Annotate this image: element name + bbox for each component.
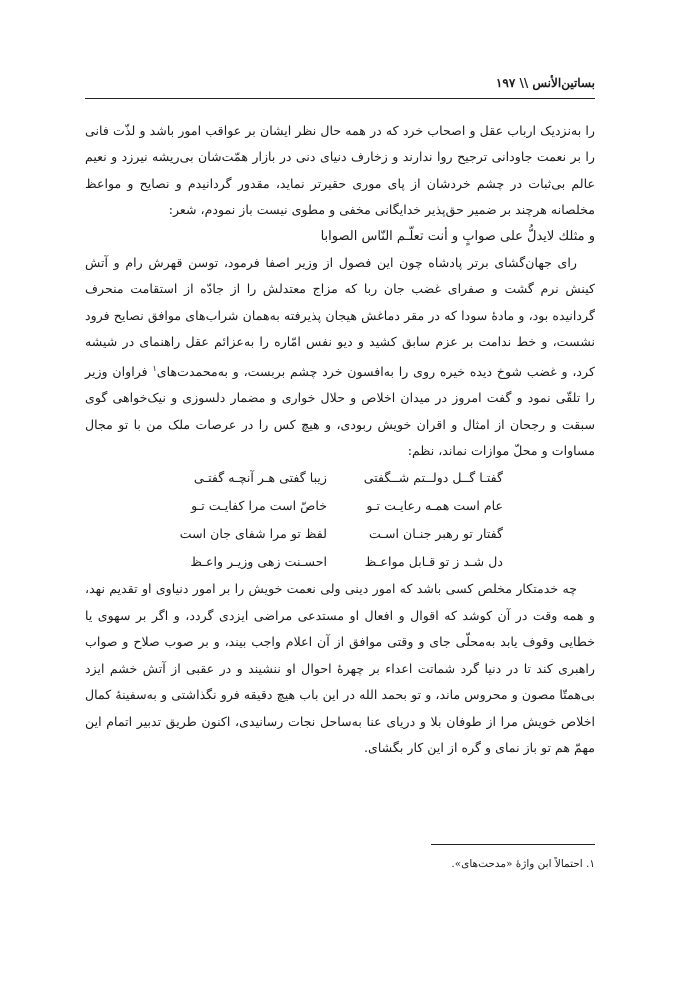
footnote-divider bbox=[431, 844, 595, 845]
poem-hemistich: احسـنت زهی وزیـر واعـظ bbox=[190, 554, 327, 570]
paragraph-3: چه خدمتکار مخلص کسی باشد که امور دینی ولی نعمت خویش را بر امور دنیاوی او تقدیم نهد، و همه وقت در آن کوشد که اقوال و افعال او مستدعی مراضی ایزدی گردد، و اگر بر سهوی یا خطایی وقوف یابد به‌محلّی جای و وقتی موافق از آن اعلام واجب بیند، و بر صوب صلاح و صواب راهبری کند تا در دنیا گرد شماتت اعداء بر چهرهٔ احوال او ننشیند و در عقبی از آتش خشم ایزد بی‌همتّا مصون و محروس ماند، و تو بحمد الله در این باب هیچ دقیقه فرو نگذاشتی و به‌سفینهٔ کمال اخلاص خویش مرا از طوفان بلا و دریای عنا به‌ساحل نجات رسانیدی، اکنون طریق تدبیر اتمام این مهمّ هم تو باز نمای و گره از این کار بگشای. bbox=[85, 581, 595, 755]
paragraph-2-part-a: رای جهان‌گشای برتر پادشاه چون این فصول از وزیر اصفا فرمود، توسن قهرش رام و آتش کینش نرم گشت و صفرای غضب جان ربا که مزاج معتدلش را از جادّه از استقامت منحرف گردانیده بود، و مادهٔ سودا که در مقر دماغش هیجان پذیرفته به‌همان شراب‌های موافق نصایح فرود نشست، و خط ندامت بر عزم سابق کشید و دیو نفس امّاره را به‌عزائم عقل راهنمای در شیشه کرد، و غضب شوخ دیده خیره روی را به‌افسون خرد چشم بربست، و به‌محمدت‌های bbox=[85, 255, 595, 379]
poem-hemistich: گفتار تو رهبر جنـان اسـت bbox=[368, 526, 503, 542]
paragraph-2 bbox=[85, 250, 595, 464]
poem-hemistich: عام است همـه رعایـت تـو bbox=[366, 498, 503, 514]
paragraph-2-part-b: فراوان وزیر را تلقّی نمود و گفت امروز در میدان اخلاص و حلال خواری و مضمار دلسوزی و نیک‌خواهی گوی سبقت و رجحان از امثال و اقران خویش ربودی، و هیچ کس را در عرصات ملک من با تو مجال مساوات و محلّ موازات نماند، نظم: bbox=[85, 363, 595, 459]
main-text bbox=[85, 118, 595, 761]
footnote-marker: ۱ bbox=[152, 363, 157, 373]
poem-hemistich: زیبا گفتی هـر آنچـه گفتـی bbox=[193, 470, 327, 486]
poem-hemistich: گفتـا گــل دولــتم شــگفتی bbox=[363, 470, 503, 486]
poem bbox=[85, 464, 595, 576]
poem-hemistich: لفظ تو مرا شفای جان است bbox=[179, 526, 327, 542]
poem-hemistich: دل شـد ز تو قـابل مواعـظ bbox=[364, 554, 503, 570]
arabic-verse: و مثلك لايدلُّ علی صوابٍ و أنت تعلّـم النّاس الصوابا bbox=[320, 228, 595, 244]
poem-hemistich: خاصّ است مرا کفایـت تـو bbox=[191, 498, 327, 514]
paragraph-1: را به‌نزدیک ارباب عقل و اصحاب خرد که در همه حال نظر ایشان بر عواقب امور باشد و لذّت فانی را بر نعمت جاودانی ترجیح روا ندارند و زخارف دنیای دنی در بازار همّت‌شان بی‌ریشه نیرزد و نعیم عالم بی‌ثبات در چشم خردشان از پای موری حقیرتر نماید، مقدور گردانیدم و نصایح و مواعظ مخلصانه هرچند بر ضمیر حق‌پذیر خدایگانی مخفی و مطوی نیست باز نمودم، شعر: bbox=[85, 123, 595, 218]
footnote: ۱. احتمالاً ابن واژهٔ «مدحت‌های». bbox=[451, 858, 595, 870]
running-header: بساتین‌الأنس \\ ۱۹۷ bbox=[85, 76, 595, 99]
